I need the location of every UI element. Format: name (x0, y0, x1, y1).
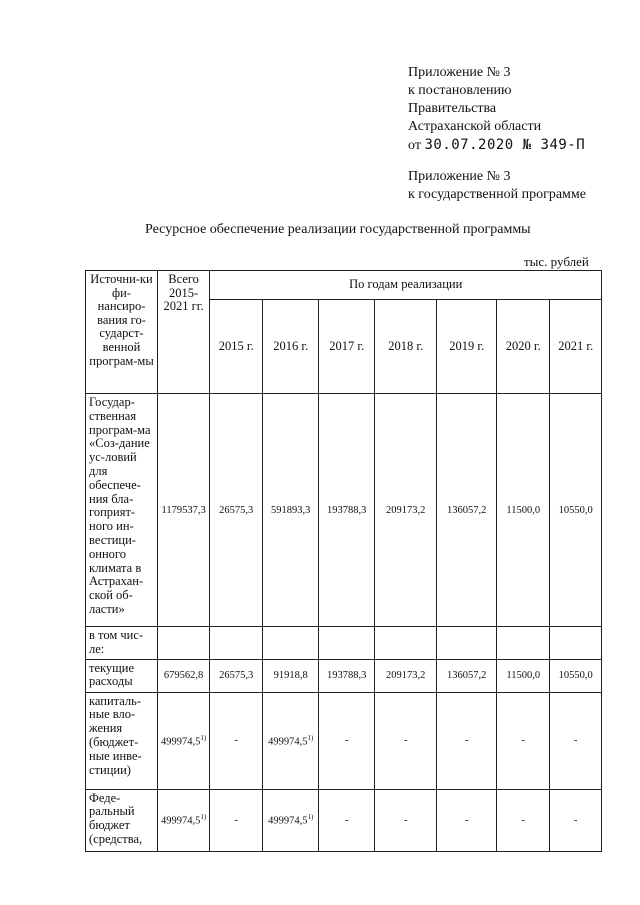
row-value-2018: - (375, 789, 437, 851)
header-year-2016: 2016 г. (263, 299, 319, 393)
row-value-2019: 136057,2 (437, 659, 497, 692)
resource-table (85, 270, 602, 852)
annex-block-program (408, 168, 586, 204)
row-value-2017: - (319, 692, 375, 789)
header-year-2021: 2021 г. (550, 299, 602, 393)
row-value-2020: - (497, 789, 550, 851)
row-value-2019: - (437, 692, 497, 789)
row-value-2016-value: 499974,5 (268, 815, 308, 827)
header-year-2015: 2015 г. (210, 299, 263, 393)
table-row-capital-investments (86, 692, 602, 789)
annex-to-program: к государственной программе (408, 187, 586, 202)
row-value-2019 (437, 627, 497, 660)
row-value-2017: 193788,3 (319, 659, 375, 692)
row-value-2016-value: 499974,5 (268, 736, 308, 748)
footnote-marker: 1) (307, 733, 314, 742)
row-value-2018 (375, 627, 437, 660)
row-value-2017: - (319, 789, 375, 851)
row-value-2015: 26575,3 (210, 659, 263, 692)
header-total: Всего 2015-2021 гг. (158, 271, 210, 394)
row-value-2016: 591893,3 (263, 394, 319, 627)
header-year-2020: 2020 г. (497, 299, 550, 393)
row-value-2021: 10550,0 (550, 394, 602, 627)
row-total: 1179537,3 (158, 394, 210, 627)
row-value-2020: 11500,0 (497, 659, 550, 692)
row-value-2017 (319, 627, 375, 660)
annex-program-number: Приложение № 3 (408, 169, 511, 184)
row-value-2016 (263, 627, 319, 660)
header-by-years: По годам реализации (210, 271, 602, 300)
row-value-2018: 209173,2 (375, 659, 437, 692)
footnote-marker: 1) (200, 813, 207, 822)
table-row-federal-budget (86, 789, 602, 851)
decree-date-prefix: от (408, 138, 421, 153)
row-label: Феде-ральный бюджет (средства, (86, 789, 158, 851)
annex-block-decree (408, 64, 585, 155)
row-label: текущие расходы (86, 659, 158, 692)
row-label: Государ-ственная програм-ма «Соз-дание ус-ловий для обеспече-ния бла-гоприят-ного ин-вестици-онного климата в Астрахан-ской об-ласти» (86, 394, 158, 627)
row-value-2018: 209173,2 (375, 394, 437, 627)
document-title: Ресурсное обеспечение реализации государственной программы (145, 222, 531, 237)
row-value-2021: - (550, 692, 602, 789)
table-row-program (86, 394, 602, 627)
footnote-marker: 1) (200, 733, 207, 742)
table-row-including (86, 627, 602, 660)
header-year-2017: 2017 г. (319, 299, 375, 393)
row-total (158, 692, 210, 789)
row-value-2019: 136057,2 (437, 394, 497, 627)
annex-number: Приложение № 3 (408, 65, 511, 80)
row-total-value: 499974,5 (161, 815, 201, 827)
row-label: капиталь-ные вло-жения (бюджет-ные инве-стиции) (86, 692, 158, 789)
row-value-2021 (550, 627, 602, 660)
header-year-2019: 2019 г. (437, 299, 497, 393)
row-value-2020 (497, 627, 550, 660)
row-label: в том чис-ле: (86, 627, 158, 660)
annex-to-decree: к постановлению (408, 83, 512, 98)
row-total: 679562,8 (158, 659, 210, 692)
row-value-2018: - (375, 692, 437, 789)
row-value-2020: - (497, 692, 550, 789)
decree-date-number: 30.07.2020 № 349-П (424, 137, 586, 153)
row-value-2016 (263, 692, 319, 789)
row-value-2017: 193788,3 (319, 394, 375, 627)
row-value-2021: 10550,0 (550, 659, 602, 692)
row-value-2015 (210, 627, 263, 660)
row-total (158, 789, 210, 851)
row-total-value: 499974,5 (161, 736, 201, 748)
units-label: тыс. рублей (524, 254, 589, 269)
header-year-2018: 2018 г. (375, 299, 437, 393)
footnote-marker: 1) (307, 813, 314, 822)
header-row-1 (86, 271, 602, 300)
row-value-2015: - (210, 789, 263, 851)
row-total (158, 627, 210, 660)
row-value-2016: 91918,8 (263, 659, 319, 692)
annex-government: Правительства (408, 101, 497, 116)
row-value-2015: - (210, 692, 263, 789)
row-value-2019: - (437, 789, 497, 851)
row-value-2021: - (550, 789, 602, 851)
row-value-2016 (263, 789, 319, 851)
table-row-current-expenses (86, 659, 602, 692)
decree-date-line (408, 136, 585, 155)
annex-region: Астраханской области (408, 119, 542, 134)
header-source: Источни-ки фи-нансиро-вания го-сударст-венной програм-мы (86, 271, 158, 394)
row-value-2020: 11500,0 (497, 394, 550, 627)
row-value-2015: 26575,3 (210, 394, 263, 627)
